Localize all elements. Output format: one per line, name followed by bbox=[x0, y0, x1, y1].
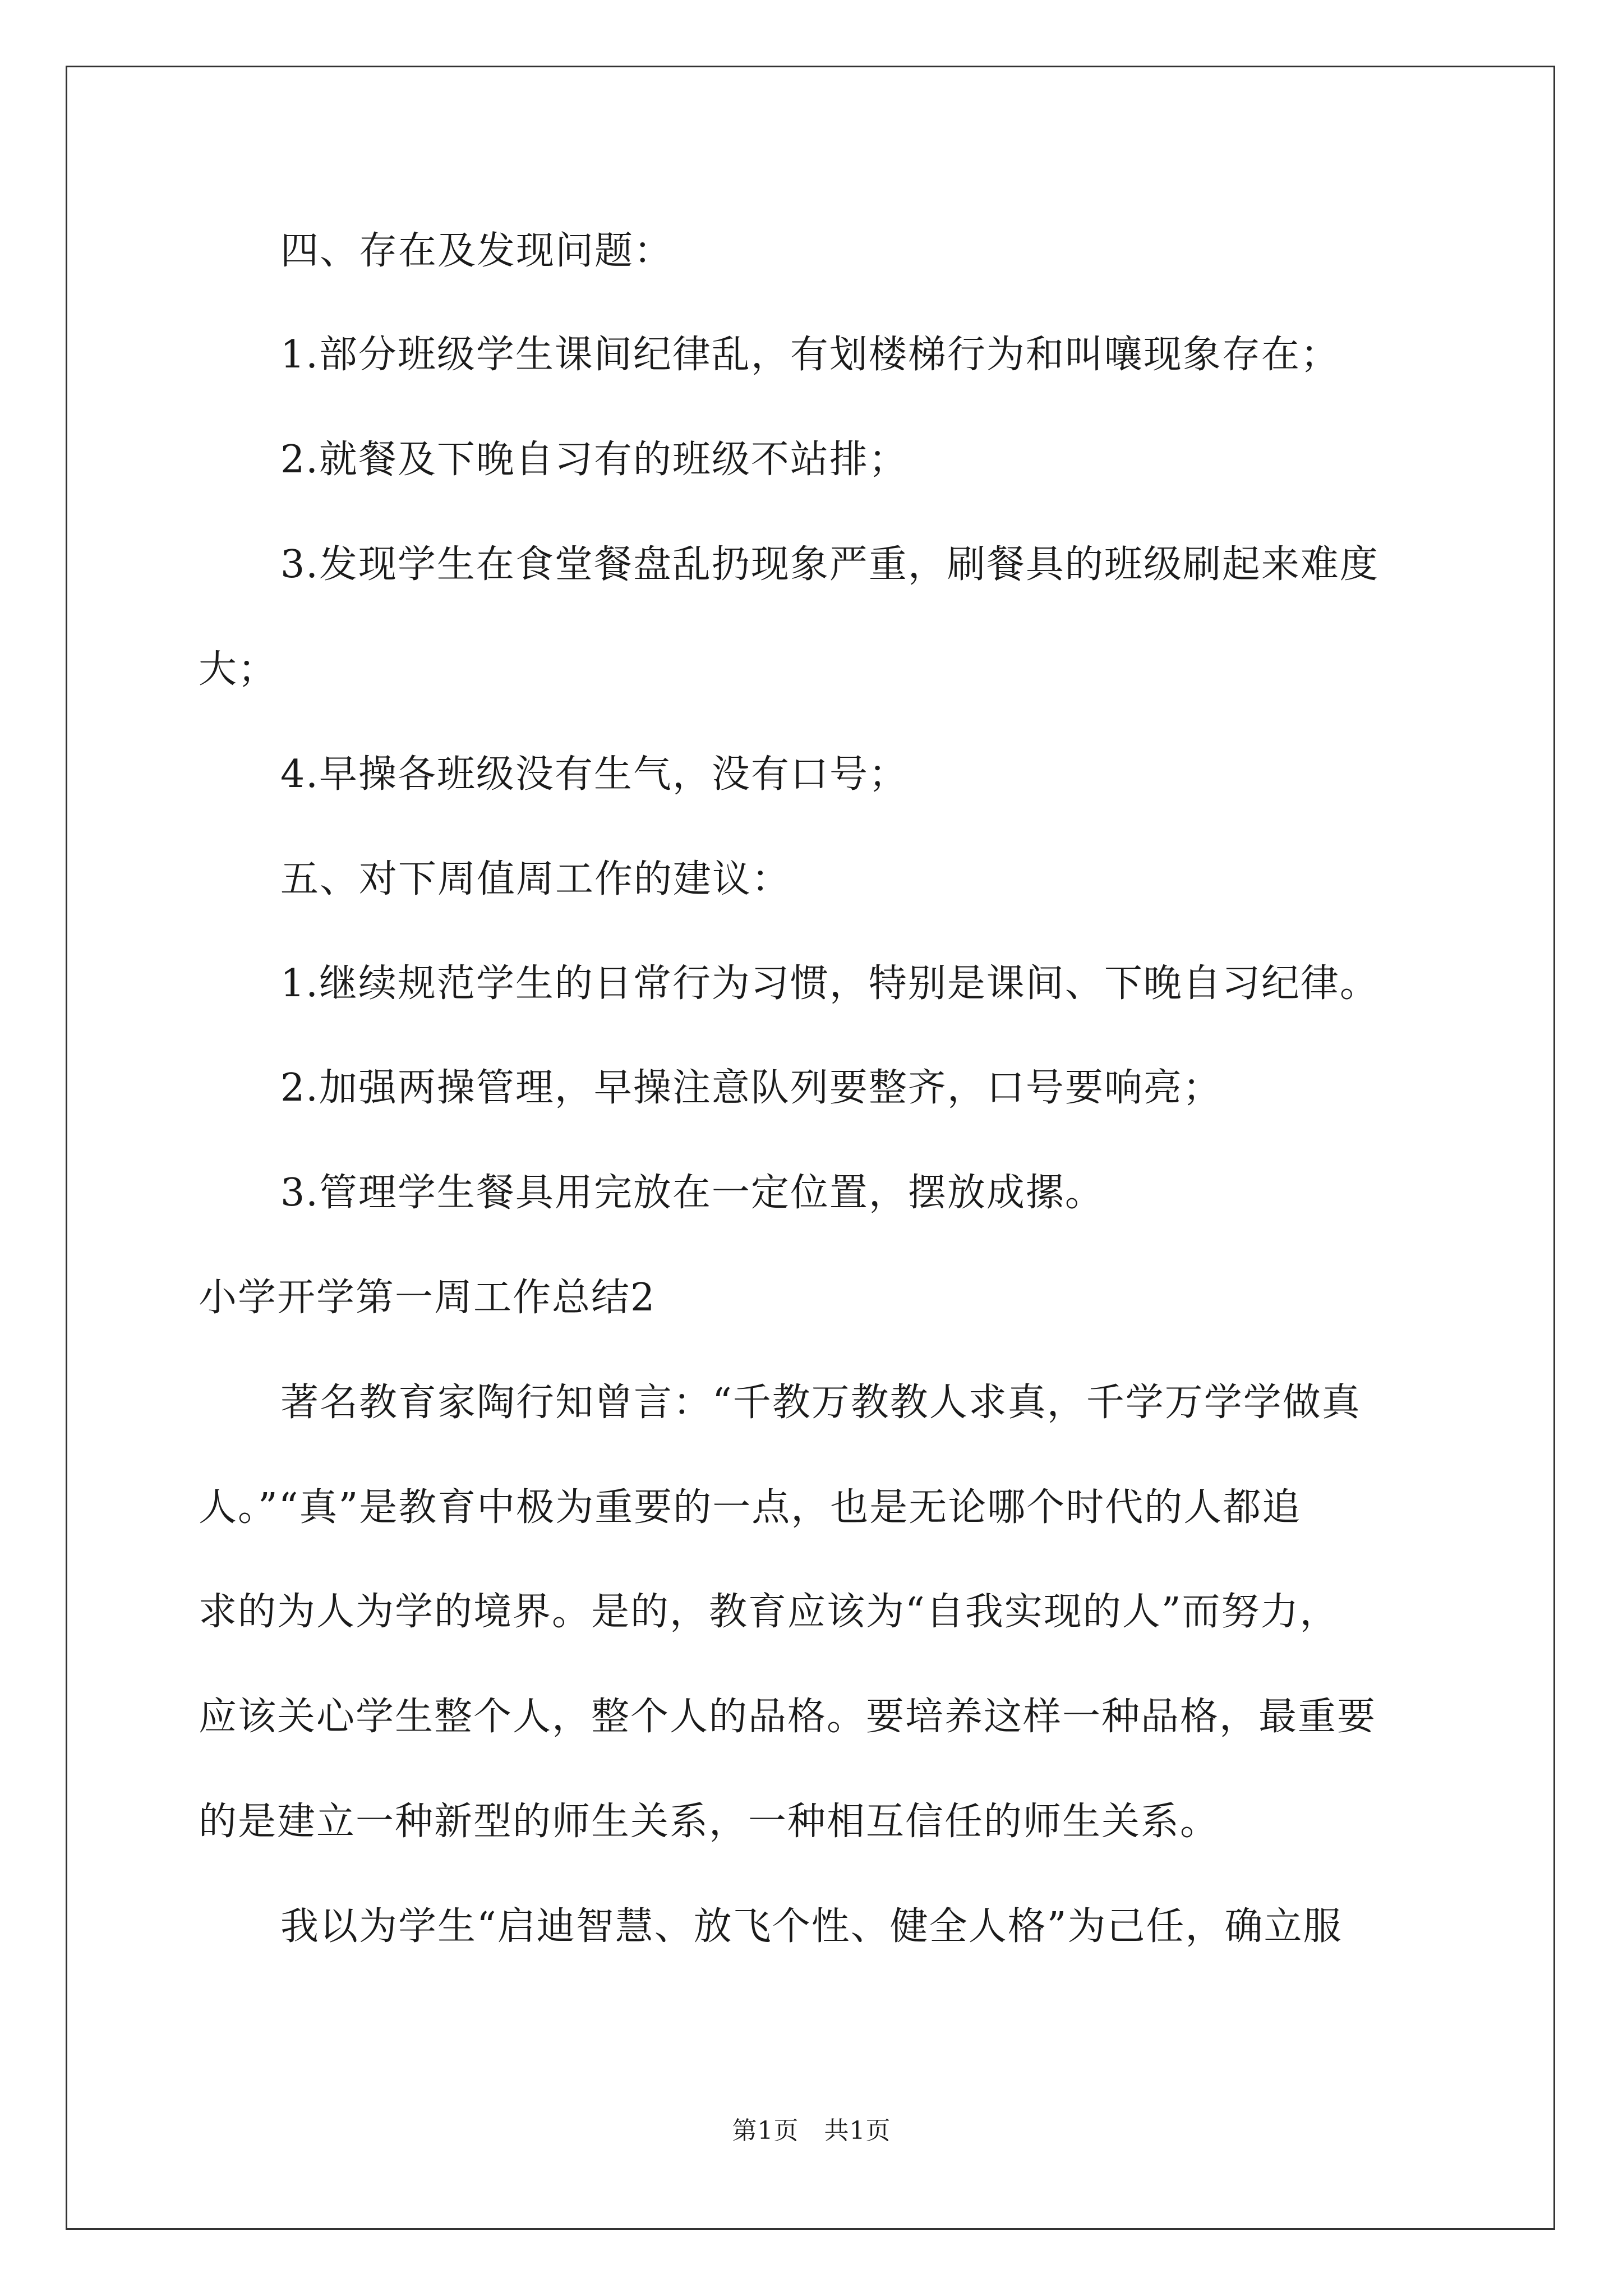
suggestion-item-2: 2.加强两操管理，早操注意队列要整齐，口号要响亮； bbox=[280, 1066, 1222, 1110]
section-heading-problems: 四、存在及发现问题： bbox=[280, 229, 674, 273]
paragraph-1-line-4: 应该关心学生整个人，整个人的品格。要培养这样一种品格，最重要 bbox=[199, 1695, 1377, 1739]
article-title: 小学开学第一周工作总结2 bbox=[199, 1276, 656, 1320]
page-number-footer: 第1页 共1页 bbox=[732, 2116, 891, 2145]
suggestion-item-3: 3.管理学生餐具用完放在一定位置，摆放成摞。 bbox=[280, 1171, 1104, 1215]
suggestion-item-1: 1.继续规范学生的日常行为习惯，特别是课间、下晚自习纪律。 bbox=[280, 961, 1379, 1006]
paragraph-2-line-1: 我以为学生“启迪智慧、放飞个性、健全人格”为己任，确立服 bbox=[280, 1904, 1343, 1949]
problem-item-3-continued: 大； bbox=[199, 647, 278, 692]
paragraph-1-line-5: 的是建立一种新型的师生关系，一种相互信任的师生关系。 bbox=[199, 1800, 1220, 1844]
paragraph-1-line-1: 著名教育家陶行知曾言：“千教万教教人求真，千学万学学做真 bbox=[280, 1381, 1361, 1425]
problem-item-1: 1.部分班级学生课间纪律乱，有划楼梯行为和叫嚷现象存在； bbox=[280, 333, 1340, 377]
paragraph-1-line-3: 求的为人为学的境界。是的，教育应该为“自我实现的人”而努力， bbox=[199, 1590, 1339, 1634]
paragraph-1-line-2: 人。”“真”是教育中极为重要的一点，也是无论哪个时代的人都追 bbox=[199, 1485, 1302, 1530]
problem-item-3: 3.发现学生在食堂餐盘乱扔现象严重，刷餐具的班级刷起来难度 bbox=[280, 542, 1379, 587]
problem-item-2: 2.就餐及下晚自习有的班级不站排； bbox=[280, 438, 908, 482]
problem-item-4: 4.早操各班级没有生气，没有口号； bbox=[280, 752, 908, 797]
section-heading-suggestions: 五、对下周值周工作的建议： bbox=[280, 857, 791, 901]
